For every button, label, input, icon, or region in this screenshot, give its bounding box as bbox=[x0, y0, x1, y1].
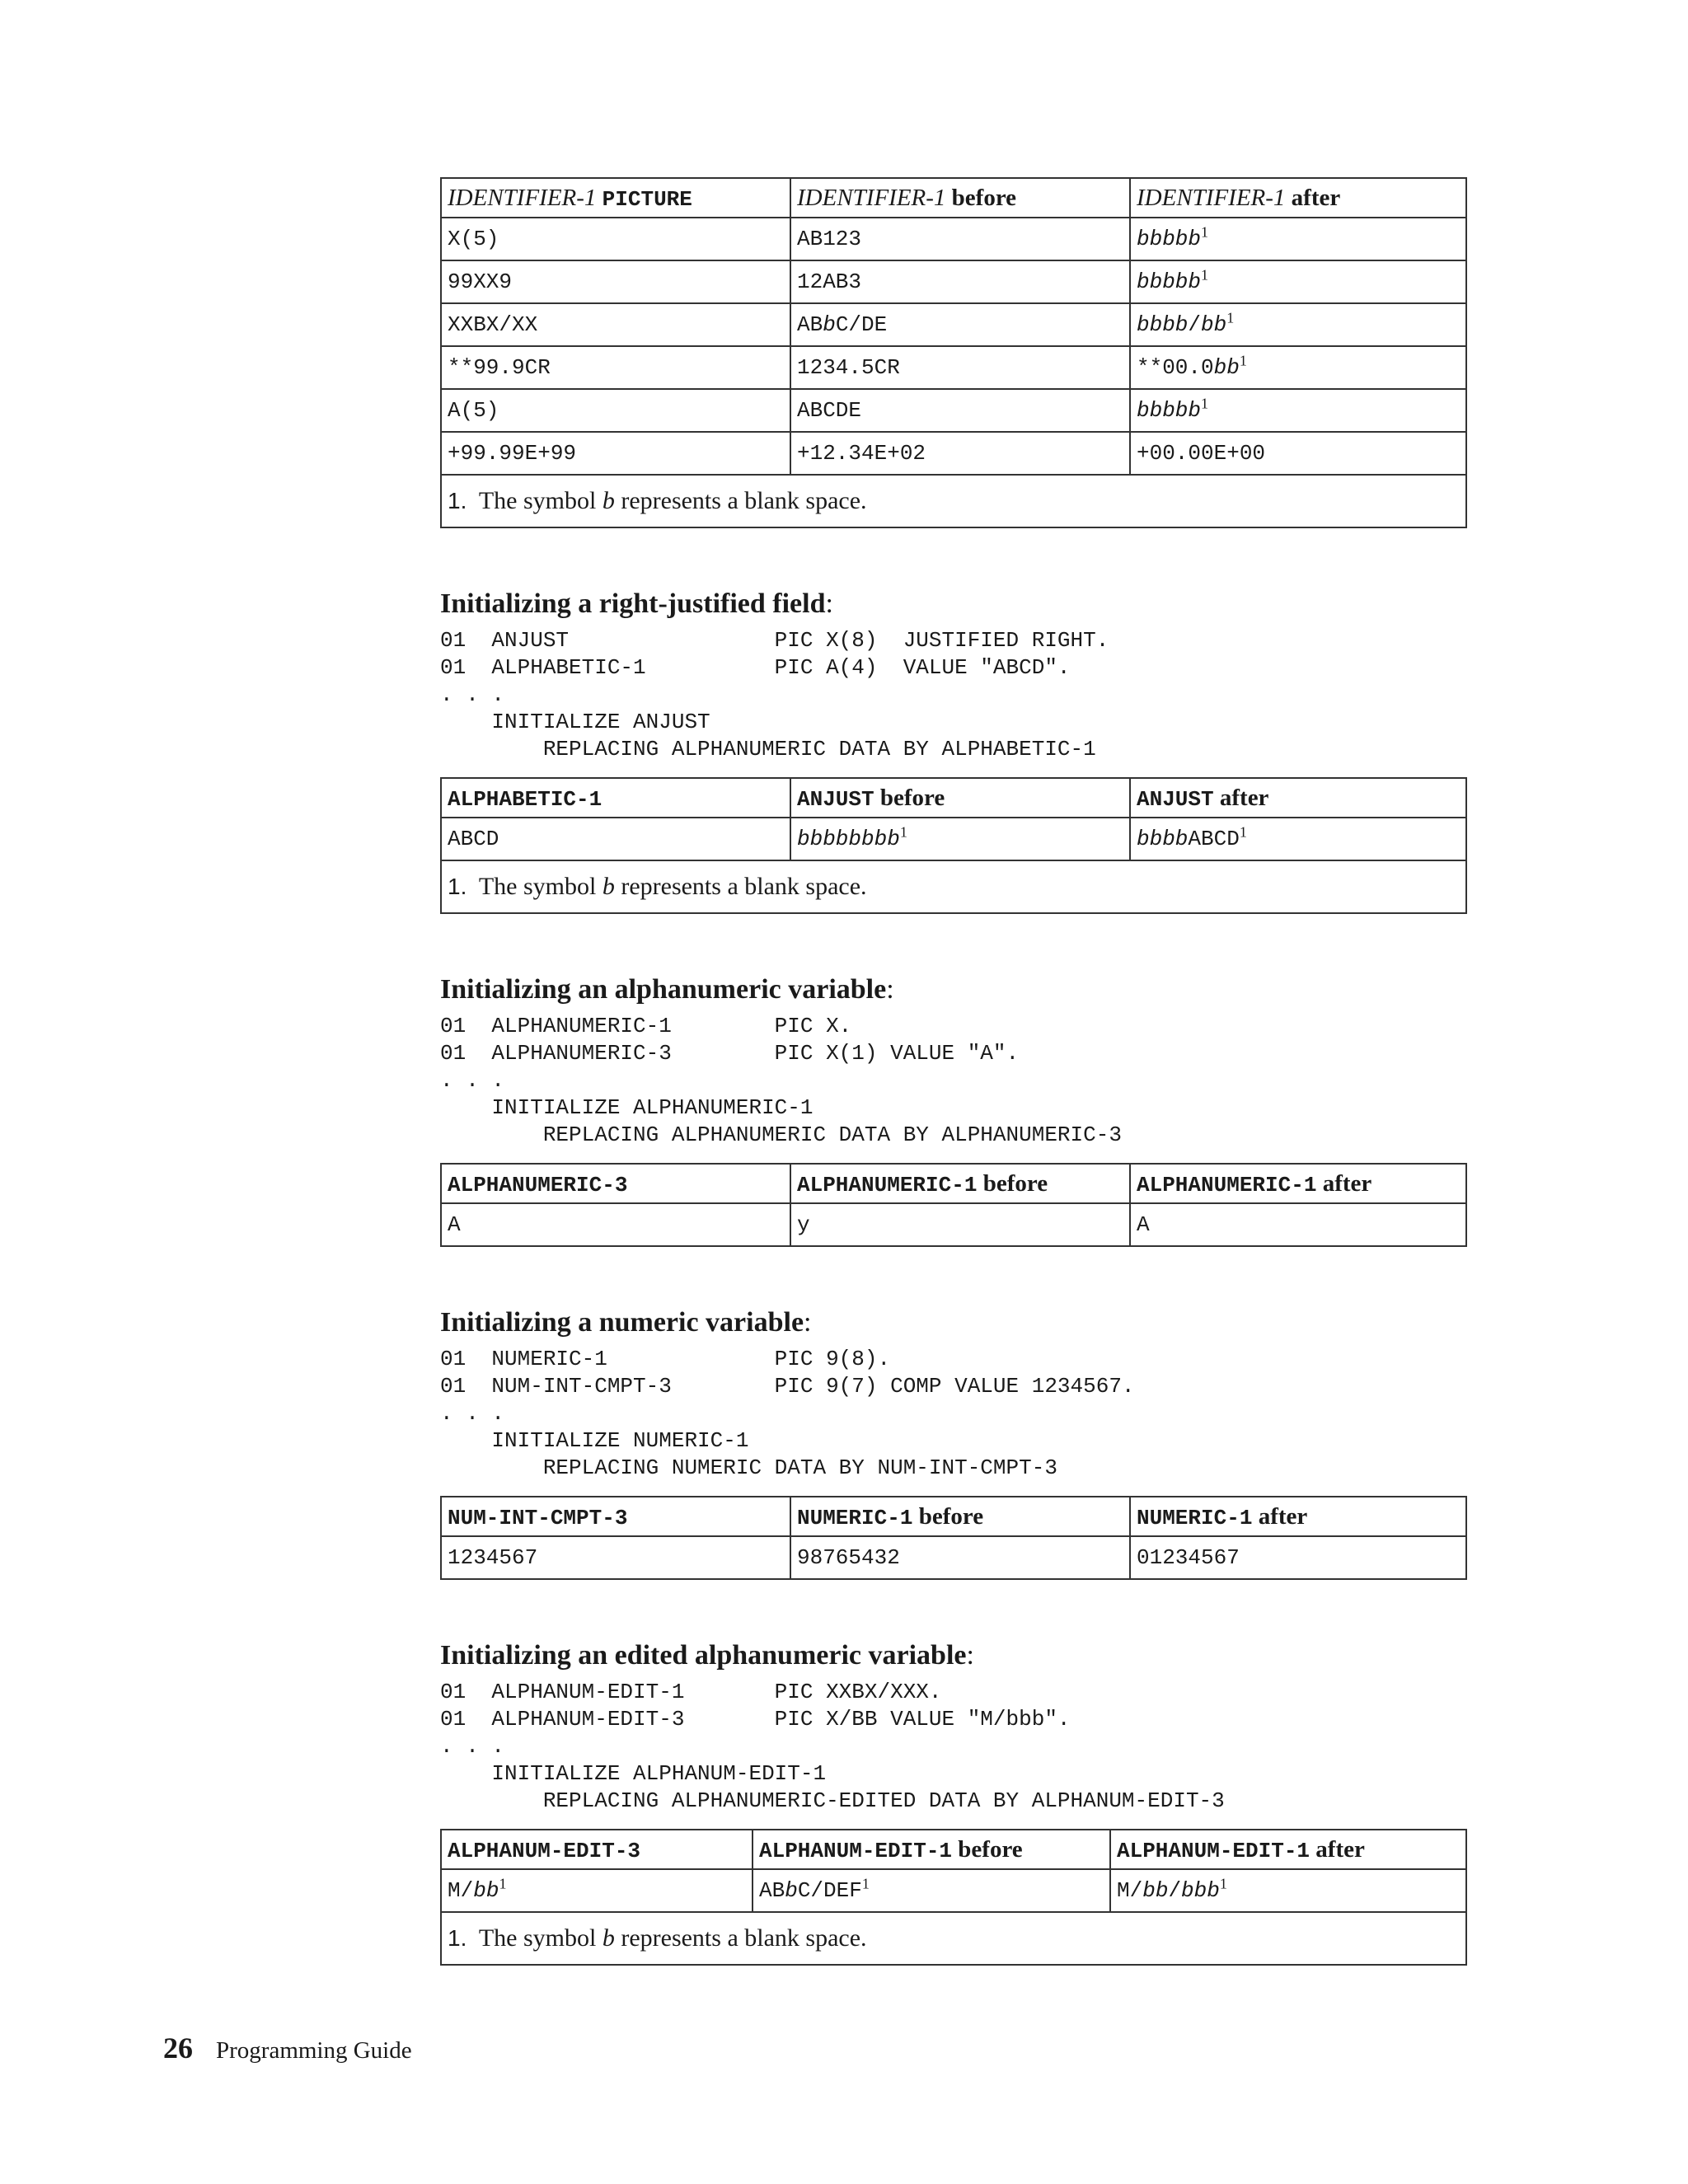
code-line: INITIALIZE ALPHANUMERIC-1 bbox=[440, 1095, 814, 1120]
code-line: . . . bbox=[440, 1734, 505, 1759]
code-block bbox=[440, 627, 1465, 763]
page-footer bbox=[163, 2029, 412, 2067]
code-line: 01 ALPHANUM-EDIT-1 PIC XXBX/XXX. bbox=[440, 1680, 942, 1704]
code-line: REPLACING NUMERIC DATA BY NUM-INT-CMPT-3 bbox=[440, 1455, 1057, 1480]
code-line: INITIALIZE ALPHANUM-EDIT-1 bbox=[440, 1761, 827, 1786]
table-header-row bbox=[441, 178, 1466, 218]
code-block bbox=[440, 1346, 1465, 1482]
table-row: XXBX/XX ABbC/DE bbbb/$bb^1$ bbox=[441, 303, 1466, 346]
table-row: A(5) ABCDE bbbbb$^1$ bbox=[441, 389, 1466, 432]
code-line: . . . bbox=[440, 1401, 505, 1426]
book-title: Programming Guide bbox=[216, 2037, 412, 2064]
code-line: 01 ANJUST PIC X(8) JUSTIFIED RIGHT. bbox=[440, 628, 1109, 653]
code-line: INITIALIZE ANJUST bbox=[440, 710, 710, 734]
code-line: 01 NUMERIC-1 PIC 9(8). bbox=[440, 1347, 891, 1371]
table-footnote-row bbox=[441, 860, 1466, 913]
table-row: A y A bbox=[441, 1203, 1466, 1246]
table-header-row: ALPHANUM-EDIT-3 ALPHANUM-EDIT-1 before ALPHANUM-EDIT-1 after bbox=[441, 1830, 1466, 1869]
page-number: 26 bbox=[163, 2032, 193, 2064]
table-header-row: ALPHABETIC-1 ANJUST before ANJUST after bbox=[441, 778, 1466, 818]
code-line: REPLACING ALPHANUMERIC DATA BY ALPHABETIC-1 bbox=[440, 737, 1096, 762]
section-heading: Initializing a numeric variable: bbox=[440, 1307, 812, 1338]
header-before: IDENTIFIER-1 before bbox=[790, 178, 1130, 218]
table-row: +99.99E+99 +12.34E+02 +00.00E+00 bbox=[441, 432, 1466, 475]
picture-table bbox=[440, 177, 1467, 528]
section-heading: Initializing a right-justified field: bbox=[440, 588, 833, 619]
table-row: **99.9CR 1234.5CR $**00.0bb^1$ bbox=[441, 346, 1466, 389]
code-line: 01 ALPHANUMERIC-1 PIC X. bbox=[440, 1014, 852, 1038]
table-footnote-row bbox=[441, 1912, 1466, 1965]
code-line: 01 ALPHANUMERIC-3 PIC X(1) VALUE "A". bbox=[440, 1041, 1020, 1066]
code-line: 01 NUM-INT-CMPT-3 PIC 9(7) COMP VALUE 1234567. bbox=[440, 1374, 1135, 1399]
table-row: X(5) AB123 bbbbb$^1$ bbox=[441, 218, 1466, 260]
code-block bbox=[440, 1679, 1465, 1815]
footnote: 1. The symbol b represents a blank space. bbox=[441, 475, 1466, 527]
section-heading: Initializing an alphanumeric variable: bbox=[440, 974, 894, 1005]
table-header-row: ALPHANUMERIC-3 ALPHANUMERIC-1 before ALPHANUMERIC-1 after bbox=[441, 1164, 1466, 1203]
section-heading: Initializing an edited alphanumeric variable: bbox=[440, 1640, 974, 1671]
footnote: 1. The symbol b represents a blank space. bbox=[441, 1912, 1466, 1965]
code-line: . . . bbox=[440, 1068, 505, 1093]
footnote: 1. The symbol b represents a blank space. bbox=[441, 860, 1466, 913]
code-line: INITIALIZE NUMERIC-1 bbox=[440, 1428, 749, 1453]
code-line: 01 ALPHANUM-EDIT-3 PIC X/BB VALUE "M/bbb". bbox=[440, 1707, 1071, 1732]
code-line: REPLACING ALPHANUMERIC-EDITED DATA BY ALPHANUM-EDIT-3 bbox=[440, 1788, 1225, 1813]
header-after: IDENTIFIER-1 after bbox=[1130, 178, 1466, 218]
table-header-row: NUM-INT-CMPT-3 NUMERIC-1 before NUMERIC-1 after bbox=[441, 1497, 1466, 1536]
code-line: 01 ALPHABETIC-1 PIC A(4) VALUE "ABCD". bbox=[440, 655, 1071, 680]
anjust-table bbox=[440, 777, 1467, 914]
header-picture: IDENTIFIER-1 PICTURE bbox=[441, 178, 790, 218]
alphanumeric-table bbox=[440, 1163, 1467, 1247]
table-row: ABCD bbbbbbbb$^1$ bbbbABCD$^1$ bbox=[441, 818, 1466, 860]
edited-alphanumeric-table bbox=[440, 1829, 1467, 1966]
code-line: . . . bbox=[440, 682, 505, 707]
code-line: REPLACING ALPHANUMERIC DATA BY ALPHANUMERIC-3 bbox=[440, 1122, 1122, 1147]
table-row: 99XX9 12AB3 bbbbb$^1$ bbox=[441, 260, 1466, 303]
numeric-table bbox=[440, 1496, 1467, 1580]
table-row: $M/bb^1$ ABbC/DEF$^1$ M/bb/bbb$^1$ bbox=[441, 1869, 1466, 1912]
table-row: 1234567 98765432 01234567 bbox=[441, 1536, 1466, 1579]
table-footnote-row bbox=[441, 475, 1466, 527]
page-content bbox=[440, 177, 1465, 1966]
code-block bbox=[440, 1013, 1465, 1149]
